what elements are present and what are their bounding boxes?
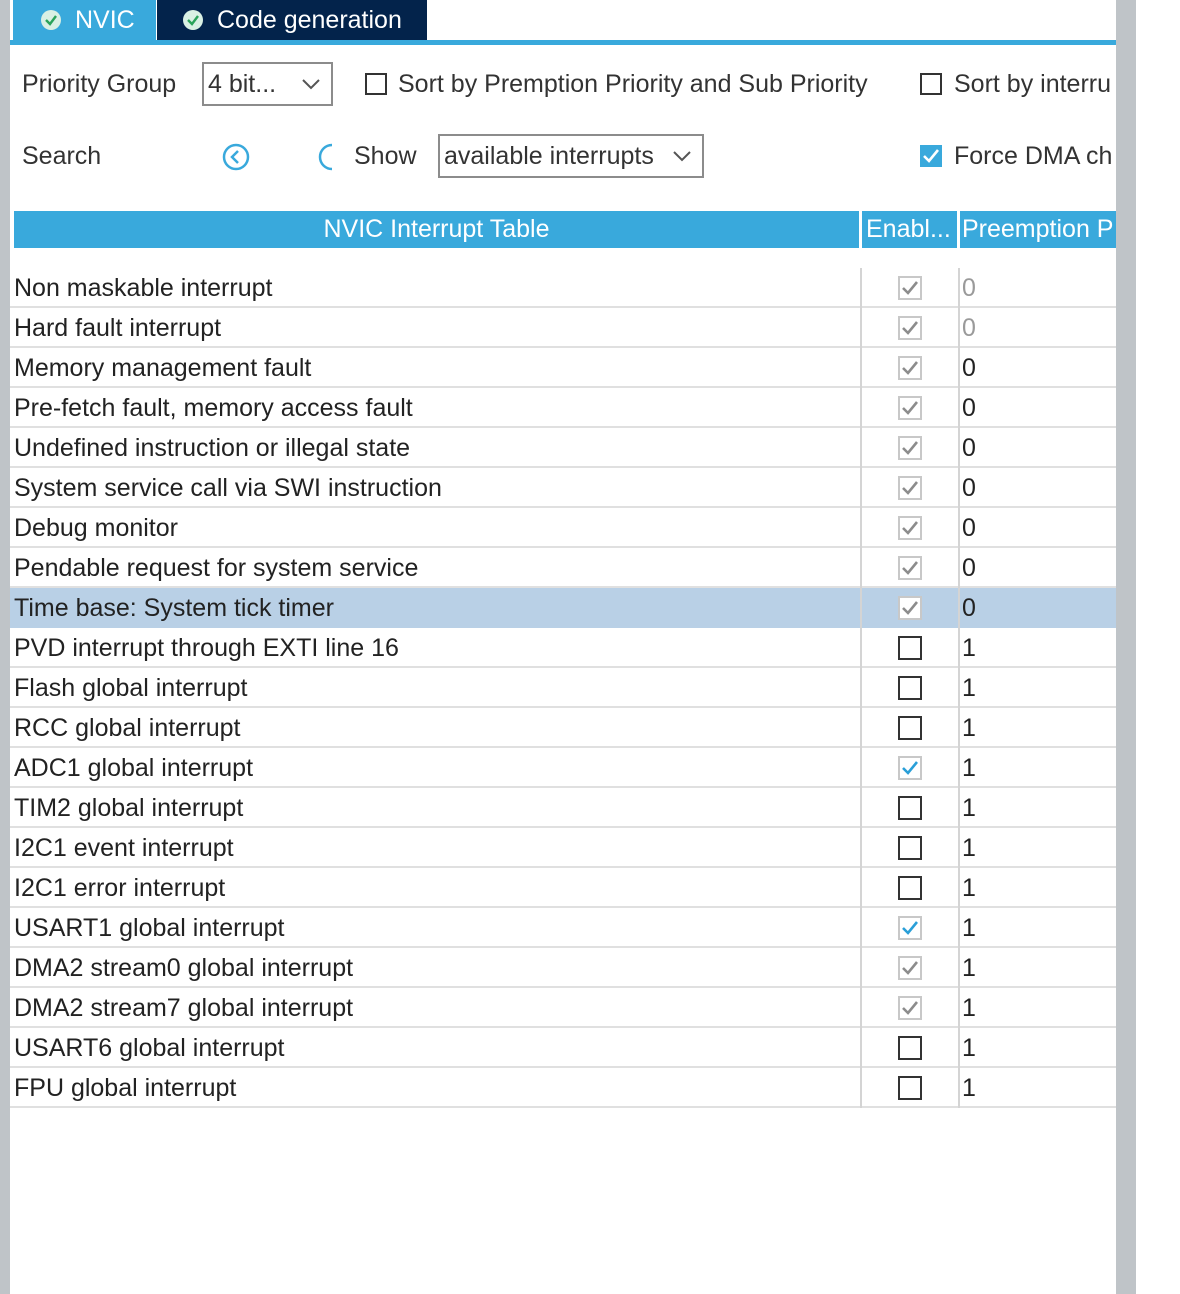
preemption-priority-value[interactable]: 1	[962, 1034, 976, 1062]
show-select[interactable]	[438, 134, 704, 178]
force-dma-checkbox[interactable]	[920, 145, 942, 167]
preemption-priority-value[interactable]: 0	[962, 274, 976, 302]
enabled-checkbox[interactable]	[898, 636, 922, 660]
table-row[interactable]	[10, 988, 1116, 1028]
preemption-priority-value[interactable]: 1	[962, 874, 976, 902]
table-row[interactable]	[10, 1028, 1116, 1068]
table-row[interactable]	[10, 468, 1116, 508]
tab-label: NVIC	[75, 5, 135, 34]
column-divider	[958, 868, 960, 908]
table-row[interactable]	[10, 788, 1116, 828]
checkmark-icon	[900, 758, 920, 778]
enabled-checkbox	[898, 596, 922, 620]
show-value: available interrupts	[444, 141, 654, 170]
column-divider	[958, 1028, 960, 1068]
enabled-checkbox	[898, 556, 922, 580]
column-divider	[958, 1068, 960, 1108]
check-circle-icon	[183, 10, 203, 30]
enabled-checkbox[interactable]	[898, 1036, 922, 1060]
interrupt-name: DMA2 stream0 global interrupt	[14, 954, 354, 982]
preemption-priority-value[interactable]: 1	[962, 674, 976, 702]
interrupt-name: Pre-fetch fault, memory access fault	[14, 394, 413, 422]
table-row[interactable]	[10, 268, 1116, 308]
table-row[interactable]	[10, 828, 1116, 868]
enabled-checkbox	[898, 476, 922, 500]
column-divider	[860, 348, 862, 388]
nvic-panel	[10, 0, 1116, 1294]
column-divider	[958, 508, 960, 548]
table-row[interactable]	[10, 308, 1116, 348]
interrupt-name: Pendable request for system service	[14, 554, 419, 582]
enabled-checkbox[interactable]	[898, 756, 922, 780]
enabled-checkbox	[898, 516, 922, 540]
preemption-priority-value[interactable]: 0	[962, 474, 976, 502]
table-row[interactable]	[10, 428, 1116, 468]
interrupt-name: ADC1 global interrupt	[14, 754, 254, 782]
preemption-priority-value[interactable]: 1	[962, 1074, 976, 1102]
table-row[interactable]	[10, 748, 1116, 788]
column-divider	[958, 268, 960, 308]
checkmark-icon	[900, 438, 920, 458]
left-frame	[0, 0, 10, 1294]
enabled-checkbox	[898, 276, 922, 300]
column-divider	[860, 748, 862, 788]
interrupt-name: USART6 global interrupt	[14, 1034, 285, 1062]
search-forward-icon[interactable]	[318, 142, 336, 172]
sort-interrupt-label: Sort by interru	[954, 70, 1112, 98]
preemption-priority-value[interactable]: 1	[962, 994, 976, 1022]
preemption-priority-value[interactable]: 1	[962, 634, 976, 662]
show-label: Show	[354, 142, 417, 170]
column-divider	[958, 548, 960, 588]
interrupt-name: Non maskable interrupt	[14, 274, 273, 302]
enabled-checkbox	[898, 356, 922, 380]
column-divider	[958, 428, 960, 468]
column-divider	[860, 948, 862, 988]
table-row[interactable]	[10, 388, 1116, 428]
preemption-priority-value[interactable]: 0	[962, 554, 976, 582]
checkmark-icon	[900, 398, 920, 418]
enabled-checkbox[interactable]	[898, 716, 922, 740]
chevron-down-icon	[672, 150, 692, 162]
column-divider	[958, 908, 960, 948]
checkmark-icon	[900, 518, 920, 538]
header-interrupt-table[interactable]: NVIC Interrupt Table	[14, 211, 859, 248]
checkmark-icon	[900, 278, 920, 298]
tab-label: Code generation	[217, 5, 402, 34]
enabled-checkbox	[898, 316, 922, 340]
force-dma-label: Force DMA ch	[954, 142, 1113, 170]
preemption-priority-value[interactable]: 1	[962, 754, 976, 782]
column-divider	[860, 468, 862, 508]
interrupt-name: Undefined instruction or illegal state	[14, 434, 411, 462]
interrupt-name: PVD interrupt through EXTI line 16	[14, 634, 399, 662]
column-divider	[958, 388, 960, 428]
column-divider	[958, 348, 960, 388]
preemption-priority-value[interactable]: 0	[962, 394, 976, 422]
interrupt-name: Time base: System tick timer	[14, 594, 334, 622]
preemption-priority-value[interactable]: 0	[962, 354, 976, 382]
table-row[interactable]	[10, 908, 1116, 948]
interrupt-name: RCC global interrupt	[14, 714, 241, 742]
enabled-checkbox	[898, 396, 922, 420]
column-divider	[958, 748, 960, 788]
sort-premption-label: Sort by Premption Priority and Sub Priority	[398, 70, 868, 98]
interrupt-name: USART1 global interrupt	[14, 914, 285, 942]
preemption-priority-value[interactable]: 1	[962, 914, 976, 942]
interrupt-name: System service call via SWI instruction	[14, 474, 442, 502]
priority-group-select[interactable]	[202, 62, 333, 106]
header-preemption[interactable]: Preemption P	[960, 211, 1116, 248]
column-divider	[860, 988, 862, 1028]
checkmark-icon	[920, 145, 942, 167]
table-row[interactable]	[10, 868, 1116, 908]
checkmark-icon	[900, 358, 920, 378]
table-row[interactable]	[10, 588, 1116, 628]
table-row[interactable]	[10, 628, 1116, 668]
column-divider	[958, 788, 960, 828]
priority-group-value: 4 bit...	[208, 69, 277, 98]
enabled-checkbox	[898, 956, 922, 980]
preemption-priority-value[interactable]: 0	[962, 514, 976, 542]
checkmark-icon	[900, 918, 920, 938]
search-label: Search	[22, 142, 102, 170]
enabled-checkbox	[898, 436, 922, 460]
column-divider	[958, 628, 960, 668]
interrupt-name: FPU global interrupt	[14, 1074, 237, 1102]
enabled-checkbox[interactable]	[898, 1076, 922, 1100]
column-divider	[958, 468, 960, 508]
column-divider	[860, 828, 862, 868]
preemption-priority-value[interactable]: 0	[962, 314, 976, 342]
column-divider	[860, 588, 862, 628]
interrupt-name: Debug monitor	[14, 514, 178, 542]
interrupt-name: I2C1 error interrupt	[14, 874, 226, 902]
tab-code-generation[interactable]	[157, 0, 427, 40]
interrupt-name: TIM2 global interrupt	[14, 794, 244, 822]
checkmark-icon	[900, 318, 920, 338]
preemption-priority-value[interactable]: 1	[962, 794, 976, 822]
enabled-checkbox[interactable]	[898, 916, 922, 940]
column-divider	[958, 588, 960, 628]
sort-premption-checkbox[interactable]	[365, 73, 387, 95]
column-divider	[860, 428, 862, 468]
preemption-priority-value[interactable]: 1	[962, 954, 976, 982]
column-divider	[860, 868, 862, 908]
enabled-checkbox[interactable]	[898, 676, 922, 700]
preemption-priority-value[interactable]: 1	[962, 834, 976, 862]
chevron-down-icon	[301, 78, 321, 90]
column-divider	[860, 308, 862, 348]
preemption-priority-value[interactable]: 0	[962, 434, 976, 462]
column-divider	[958, 708, 960, 748]
priority-group-label: Priority Group	[22, 70, 177, 98]
table-row[interactable]	[10, 548, 1116, 588]
column-divider	[958, 668, 960, 708]
column-divider	[860, 508, 862, 548]
checkmark-icon	[900, 558, 920, 578]
table-row[interactable]	[10, 668, 1116, 708]
checkmark-icon	[900, 478, 920, 498]
table-row[interactable]	[10, 348, 1116, 388]
column-divider	[860, 388, 862, 428]
column-divider	[860, 628, 862, 668]
preemption-priority-value[interactable]: 0	[962, 594, 976, 622]
enabled-checkbox[interactable]	[898, 876, 922, 900]
checkmark-icon	[900, 598, 920, 618]
column-divider	[958, 828, 960, 868]
sort-interrupt-checkbox[interactable]	[920, 73, 942, 95]
checkmark-icon	[900, 958, 920, 978]
preemption-priority-value[interactable]: 1	[962, 714, 976, 742]
column-divider	[860, 1068, 862, 1108]
table-row[interactable]	[10, 508, 1116, 548]
enabled-checkbox[interactable]	[898, 796, 922, 820]
column-divider	[860, 1028, 862, 1068]
interrupt-name: Flash global interrupt	[14, 674, 248, 702]
column-divider	[958, 308, 960, 348]
enabled-checkbox[interactable]	[898, 836, 922, 860]
column-divider	[860, 908, 862, 948]
table-row[interactable]	[10, 708, 1116, 748]
interrupt-name: DMA2 stream7 global interrupt	[14, 994, 354, 1022]
column-divider	[860, 268, 862, 308]
search-back-icon[interactable]	[221, 142, 251, 172]
table-row[interactable]	[10, 1068, 1116, 1108]
table-row[interactable]	[10, 948, 1116, 988]
right-scroll-frame[interactable]	[1116, 0, 1136, 1294]
interrupt-name: Hard fault interrupt	[14, 314, 222, 342]
column-divider	[860, 668, 862, 708]
header-enabled[interactable]: Enabl...	[862, 211, 957, 248]
column-divider	[860, 548, 862, 588]
column-divider	[860, 708, 862, 748]
interrupt-name: I2C1 event interrupt	[14, 834, 234, 862]
tab-nvic[interactable]	[13, 0, 156, 40]
checkmark-icon	[900, 998, 920, 1018]
column-divider	[958, 948, 960, 988]
column-divider	[958, 988, 960, 1028]
interrupt-name: Memory management fault	[14, 354, 312, 382]
column-divider	[860, 788, 862, 828]
enabled-checkbox	[898, 996, 922, 1020]
check-circle-icon	[41, 10, 61, 30]
tab-underline	[10, 40, 1116, 45]
